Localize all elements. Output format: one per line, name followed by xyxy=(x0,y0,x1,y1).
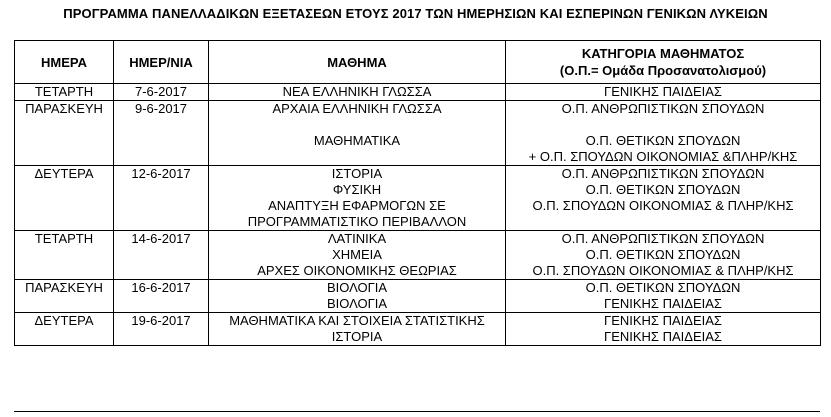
subject-line xyxy=(209,149,505,165)
category-cell xyxy=(506,231,821,280)
category-cell xyxy=(506,280,821,313)
header-category-note: (Ο.Π.= Ομάδα Προσανατολισμού) xyxy=(559,63,767,78)
day-cell xyxy=(15,231,114,280)
category-line: Ο.Π. ΘΕΤΙΚΩΝ ΣΠΟΥΔΩΝ xyxy=(585,182,741,197)
document-title: ΠΡΟΓΡΑΜΜΑ ΠΑΝΕΛΛΑΔΙΚΩΝ ΕΞΕΤΑΣΕΩΝ ΕΤΟΥΣ 2017 ΤΩΝ ΗΜΕΡΗΣΙΩΝ ΚΑΙ ΕΣΠΕΡΙΝΩΝ ΓΕΝΙΚΩΝ ΛΥΚΕΙΩΝ xyxy=(63,6,768,21)
category-line: Ο.Π. ΑΝΘΡΩΠΙΣΤΙΚΩΝ ΣΠΟΥΔΩΝ xyxy=(561,231,765,246)
date-cell xyxy=(114,101,209,166)
subject-cell xyxy=(209,280,506,313)
schedule-row xyxy=(15,101,821,166)
subject-line: ΦΥΣΙΚΗ xyxy=(332,182,382,197)
category-cell xyxy=(506,101,821,166)
category-line: ΓΕΝΙΚΗΣ ΠΑΙΔΕΙΑΣ xyxy=(604,84,722,99)
day-cell xyxy=(15,84,114,101)
header-day: ΗΜΕΡΑ xyxy=(15,41,114,84)
category-line: Ο.Π. ΣΠΟΥΔΩΝ ΟΙΚΟΝΟΜΙΑΣ & ΠΛΗΡ/ΚΗΣ xyxy=(532,198,794,213)
date-text: 16-6-2017 xyxy=(131,280,191,295)
day-cell xyxy=(15,166,114,231)
day-text: ΔΕΥΤΕΡΑ xyxy=(34,166,94,181)
date-text: 9-6-2017 xyxy=(134,101,188,116)
subject-cell xyxy=(209,231,506,280)
subject-line: ΑΡΧΑΙΑ ΕΛΛΗΝΙΚΗ ΓΛΩΣΣΑ xyxy=(272,101,442,116)
date-cell xyxy=(114,280,209,313)
schedule-row xyxy=(15,313,821,346)
date-text: 14-6-2017 xyxy=(131,231,191,246)
subject-line: ΑΝΑΠΤΥΞΗ ΕΦΑΡΜΟΓΩΝ ΣΕ xyxy=(268,198,446,213)
date-text: 12-6-2017 xyxy=(131,166,191,181)
category-line: ΓΕΝΙΚΗΣ ΠΑΙΔΕΙΑΣ xyxy=(604,329,722,344)
day-cell xyxy=(15,313,114,346)
next-row-cutoff xyxy=(14,411,820,417)
subject-line: ΒΙΟΛΟΓΙΑ xyxy=(326,296,388,311)
subject-line: ΙΣΤΟΡΙΑ xyxy=(331,329,383,344)
header-date: ΗΜΕΡ/ΝΙΑ xyxy=(114,41,209,84)
category-line: Ο.Π. ΘΕΤΙΚΩΝ ΣΠΟΥΔΩΝ xyxy=(585,247,741,262)
category-line: + Ο.Π. ΣΠΟΥΔΩΝ ΟΙΚΟΝΟΜΙΑΣ &ΠΛΗΡ/ΚΗΣ xyxy=(528,149,798,164)
category-cell xyxy=(506,84,821,101)
subject-cell xyxy=(209,84,506,101)
date-cell xyxy=(114,166,209,231)
subject-line: ΒΙΟΛΟΓΙΑ xyxy=(326,280,388,295)
subject-line: ΧΗΜΕΙΑ xyxy=(332,247,382,262)
day-cell xyxy=(15,280,114,313)
category-line xyxy=(506,117,820,133)
category-line: Ο.Π. ΑΝΘΡΩΠΙΣΤΙΚΩΝ ΣΠΟΥΔΩΝ xyxy=(561,166,765,181)
exam-schedule-table xyxy=(14,40,821,346)
date-text: 7-6-2017 xyxy=(134,84,188,99)
category-line: Ο.Π. ΘΕΤΙΚΩΝ ΣΠΟΥΔΩΝ xyxy=(585,280,741,295)
header-category-title: ΚΑΤΗΓΟΡΙΑ ΜΑΘΗΜΑΤΟΣ xyxy=(581,46,745,61)
subject-line: ΝΕΑ ΕΛΛΗΝΙΚΗ ΓΛΩΣΣΑ xyxy=(282,84,432,99)
day-text: ΠΑΡΑΣΚΕΥΗ xyxy=(25,280,103,295)
subject-line: ΙΣΤΟΡΙΑ xyxy=(331,166,383,181)
header-subject: ΜΑΘΗΜΑ xyxy=(209,41,506,84)
subject-line: ΑΡΧΕΣ ΟΙΚΟΝΟΜΙΚΗΣ ΘΕΩΡΙΑΣ xyxy=(257,263,457,278)
subject-cell xyxy=(209,101,506,166)
category-line: ΓΕΝΙΚΗΣ ΠΑΙΔΕΙΑΣ xyxy=(604,296,722,311)
category-cell xyxy=(506,313,821,346)
day-text: ΤΕΤΑΡΤΗ xyxy=(34,231,94,246)
category-cell xyxy=(506,166,821,231)
subject-line: ΜΑΘΗΜΑΤΙΚΑ xyxy=(313,133,401,148)
category-line: Ο.Π. ΑΝΘΡΩΠΙΣΤΙΚΩΝ ΣΠΟΥΔΩΝ xyxy=(561,101,765,116)
subject-line: ΠΡΟΓΡΑΜΜΑΤΙΣΤΙΚΟ ΠΕΡΙΒΑΛΛΟΝ xyxy=(247,214,467,229)
header-row xyxy=(15,41,821,84)
category-line: Ο.Π. ΘΕΤΙΚΩΝ ΣΠΟΥΔΩΝ xyxy=(585,133,741,148)
category-line: Ο.Π. ΣΠΟΥΔΩΝ ΟΙΚΟΝΟΜΙΑΣ & ΠΛΗΡ/ΚΗΣ xyxy=(532,263,794,278)
day-cell xyxy=(15,101,114,166)
subject-line: ΜΑΘΗΜΑΤΙΚΑ ΚΑΙ ΣΤΟΙΧΕΙΑ ΣΤΑΤΙΣΤΙΚΗΣ xyxy=(229,313,485,328)
schedule-row xyxy=(15,166,821,231)
schedule-row xyxy=(15,231,821,280)
date-cell xyxy=(114,231,209,280)
subject-cell xyxy=(209,166,506,231)
category-line: ΓΕΝΙΚΗΣ ΠΑΙΔΕΙΑΣ xyxy=(604,313,722,328)
category-line xyxy=(506,214,820,230)
date-cell xyxy=(114,313,209,346)
date-cell xyxy=(114,84,209,101)
day-text: ΤΕΤΑΡΤΗ xyxy=(34,84,94,99)
header-category xyxy=(506,41,821,84)
day-text: ΔΕΥΤΕΡΑ xyxy=(34,313,94,328)
schedule-row xyxy=(15,84,821,101)
schedule-row xyxy=(15,280,821,313)
subject-line: ΛΑΤΙΝΙΚΑ xyxy=(327,231,387,246)
subject-line xyxy=(209,117,505,133)
day-text: ΠΑΡΑΣΚΕΥΗ xyxy=(25,101,103,116)
subject-cell xyxy=(209,313,506,346)
date-text: 19-6-2017 xyxy=(131,313,191,328)
